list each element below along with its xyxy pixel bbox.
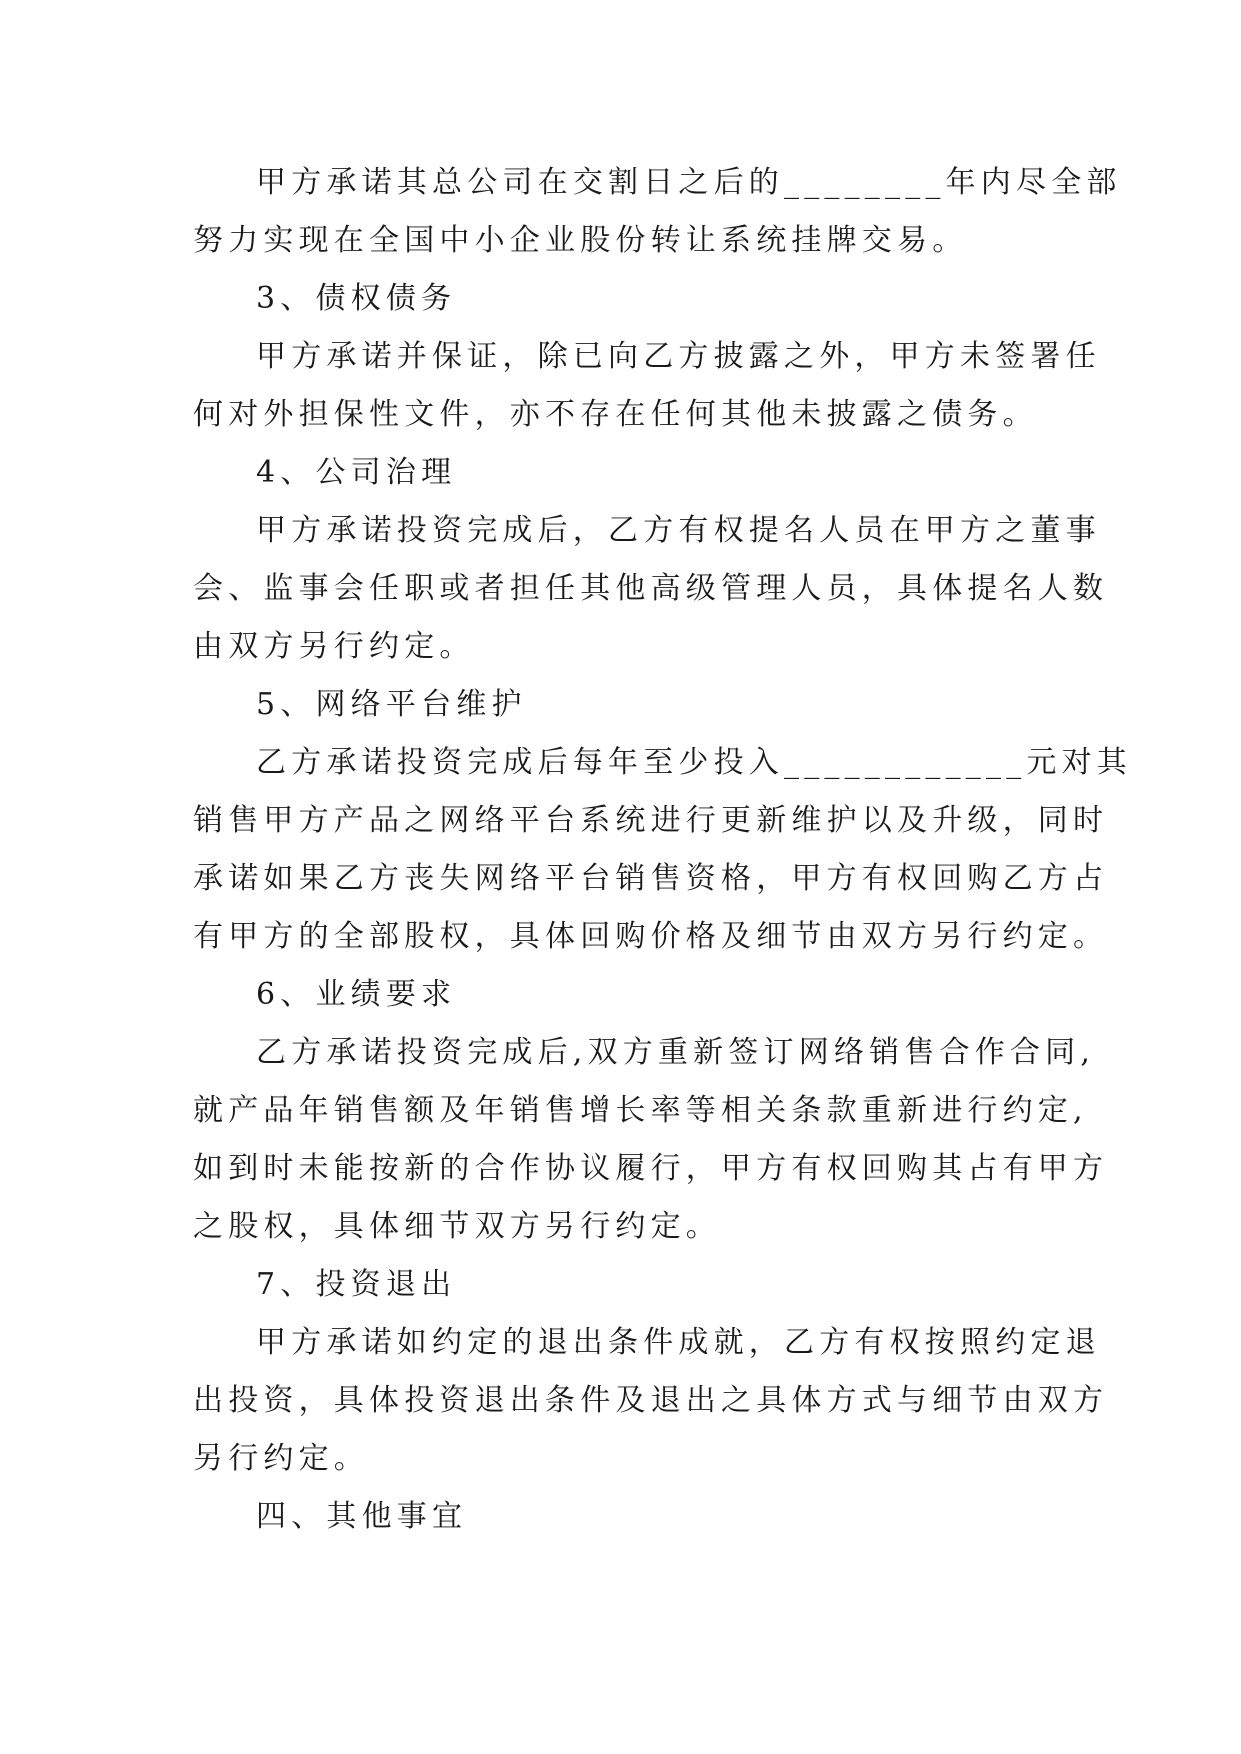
paragraph-line: 由双方另行约定。 [193, 629, 475, 664]
paragraph-line: 甲方承诺并保证，除已向乙方披露之外，甲方未签署任 [256, 339, 1101, 374]
paragraph-line: 另行约定。 [193, 1441, 369, 1476]
paragraph-line: 甲方承诺如约定的退出条件成就，乙方有权按照约定退 [256, 1325, 1101, 1360]
paragraph-line: 如到时未能按新的合作协议履行，甲方有权回购其占有甲方 [193, 1151, 1109, 1186]
paragraph-line: 努力实现在全国中小企业股份转让系统挂牌交易。 [193, 223, 968, 258]
section-heading: 3、债权债务 [256, 281, 457, 316]
section-heading: 6、业绩要求 [256, 977, 457, 1012]
paragraph-line: 之股权，具体细节双方另行约定。 [193, 1209, 721, 1244]
paragraph-line: 就产品年销售额及年销售增长率等相关条款重新进行约定, [193, 1093, 1088, 1128]
paragraph-line: 甲方承诺投资完成后，乙方有权提名人员在甲方之董事 [256, 513, 1101, 548]
section-heading: 4、公司治理 [256, 455, 457, 490]
section-heading: 7、投资退出 [256, 1267, 457, 1302]
paragraph-line: 承诺如果乙方丧失网络平台销售资格，甲方有权回购乙方占 [193, 861, 1109, 896]
paragraph-line: 会、监事会任职或者担任其他高级管理人员，具体提名人数 [193, 571, 1109, 606]
paragraph-line: 乙方承诺投资完成后每年至少投入____________元对其 [256, 745, 1132, 780]
section-heading: 四、其他事宜 [256, 1499, 468, 1534]
paragraph-line: 何对外担保性文件，亦不存在任何其他未披露之债务。 [193, 397, 1038, 432]
section-heading: 5、网络平台维护 [256, 687, 527, 722]
paragraph-line: 乙方承诺投资完成后,双方重新签订网络销售合作合同, [256, 1035, 1096, 1070]
paragraph-line: 有甲方的全部股权，具体回购价格及细节由双方另行约定。 [193, 919, 1109, 954]
paragraph-line: 销售甲方产品之网络平台系统进行更新维护以及升级，同时 [193, 803, 1109, 838]
paragraph-line: 出投资，具体投资退出条件及退出之具体方式与细节由双方 [193, 1383, 1109, 1418]
paragraph-line: 甲方承诺其总公司在交割日之后的________年内尽全部 [256, 165, 1122, 200]
